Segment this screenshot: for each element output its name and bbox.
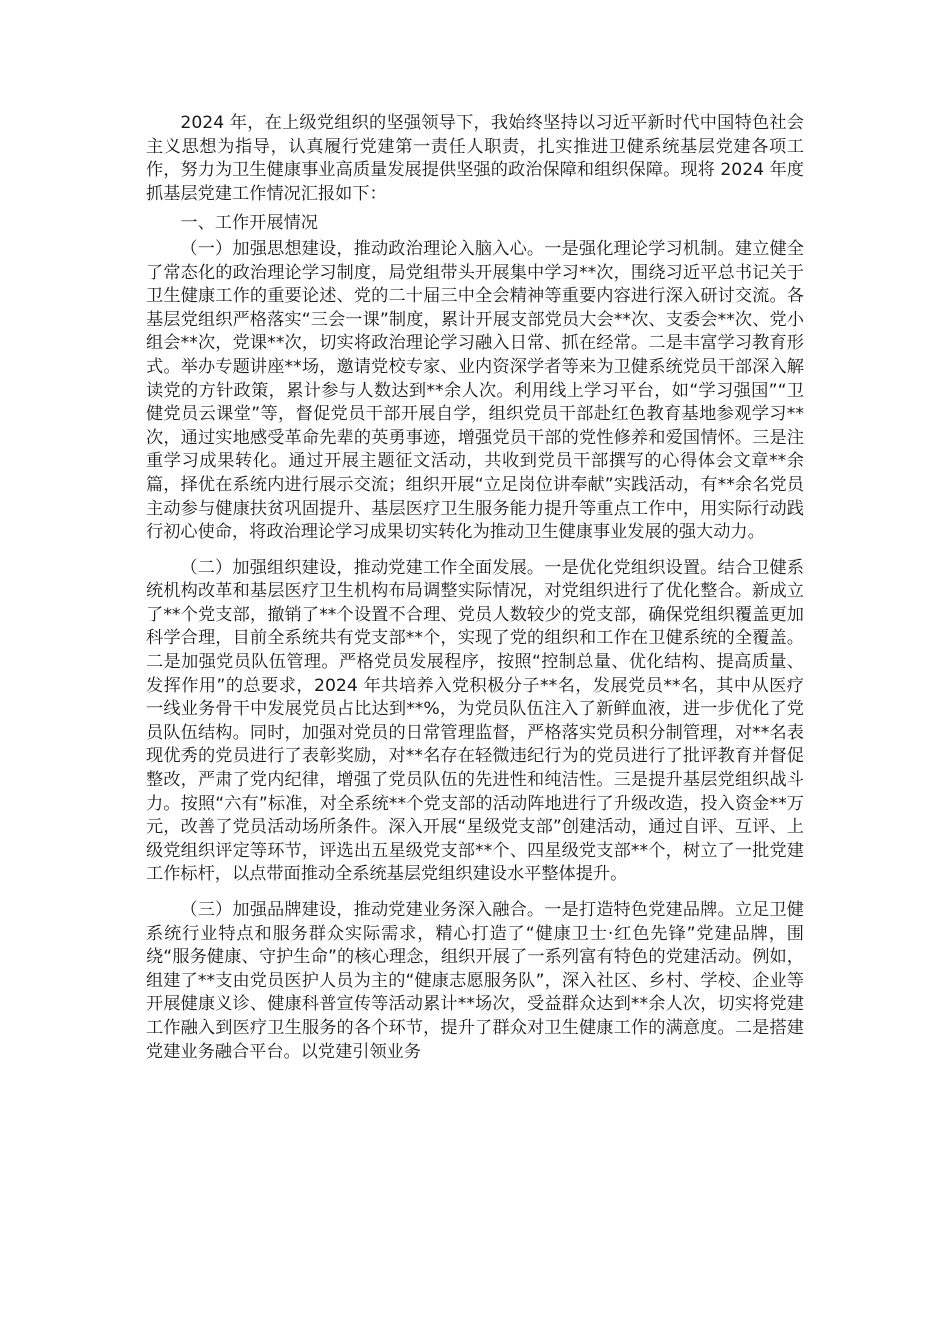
document-body — [146, 112, 804, 1064]
section-heading-work-status: 一、工作开展情况 — [180, 213, 318, 234]
paragraph-organizational-building: （二）加强组织建设，推动党建工作全面发展。一是优化党组织设置。结合卫健系统机构改革和基层医疗卫生机构布局调整实际情况，对党组织进行了优化整合。新成立了**个党支部，撤销了**个设置不合理、党员人数较少的党支部，确保党组织覆盖更加科学合理，目前全系统共有党支部**个，实现了党的组织和工作在卫健系统的全覆盖。二是加强党员队伍管理。严格党员发展程序，按照“控制总量、优化结构、提高质量、发挥作用”的总要求，2024 年共培养入党积极分子**名，发展党员**名，其中从医疗一线业务骨干中发展党员占比达到**%，为党员队伍注入了新鲜血液，进一步优化了党员队伍结构。同时，加强对党员的日常管理监督，严格落实党员积分制管理，对**名表现优秀的党员进行了表彰奖励，对**名存在轻微违纪行为的党员进行了批评教育并督促整改，严肃了党内纪律，增强了党员队伍的先进性和纯洁性。三是提升基层党组织战斗力。按照“六有”标准，对全系统**个党支部的活动阵地进行了升级改造，投入资金**万元，改善了党员活动场所条件。深入开展“星级党支部”创建活动，通过自评、互评、上级党组织评定等环节，评选出五星级党支部**个、四星级党支部**个，树立了一批党建工作标杆，以点带面推动全系统基层党组织建设水平整体提升。 — [146, 557, 804, 885]
paragraph-ideological-building: （一）加强思想建设，推动政治理论入脑入心。一是强化理论学习机制。建立健全了常态化的政治理论学习制度，局党组带头开展集中学习**次，围绕习近平总书记关于卫生健康工作的重要论述、党的二十届三中全会精神等重要内容进行深入研讨交流。各基层党组织严格落实“三会一课”制度，累计开展支部党员大会**次、支委会**次、党小组会**次，党课**次，切实将政治理论学习融入日常、抓在经常。二是丰富学习教育形式。举办专题讲座**场，邀请党校专家、业内资深学者等来为卫健系统党员干部深入解读党的方针政策，累计参与人数达到**余人次。利用线上学习平台，如“学习强国”“卫健党员云课堂”等，督促党员干部开展自学，组织党员干部赴红色教育基地参观学习**次，通过实地感受革命先辈的英勇事迹，增强党员干部的党性修养和爱国情怀。三是注重学习成果转化。通过开展主题征文活动，共收到党员干部撰写的心得体会文章**余篇，择优在系统内进行展示交流；组织开展“立足岗位讲奉献”实践活动，有**余名党员主动参与健康扶贫巩固提升、基层医疗卫生服务能力提升等重点工作中，用实际行动践行初心使命，将政治理论学习成果切实转化为推动卫生健康事业发展的强大动力。 — [146, 238, 804, 543]
intro-paragraph: 2024 年，在上级党组织的坚强领导下，我始终坚持以习近平新时代中国特色社会主义思想为指导，认真履行党建第一责任人职责，扎实推进卫健系统基层党建各项工作，努力为卫生健康事业高质量发展提供坚强的政治保障和组织保障。现将 2024 年度抓基层党建工作情况汇报如下： — [146, 113, 804, 204]
paragraph-brand-building: （三）加强品牌建设，推动党建业务深入融合。一是打造特色党建品牌。立足卫健系统行业特点和服务群众实际需求，精心打造了“健康卫士·红色先锋”党建品牌，围绕“服务健康、守护生命”的核心理念，组织开展了一系列富有特色的党建活动。例如，组建了**支由党员医护人员为主的“健康志愿服务队”，深入社区、乡村、学校、企业等开展健康义诊、健康科普宣传等活动累计**场次，受益群众达到**余人次，切实将党建工作融入到医疗卫生服务的各个环节，提升了群众对卫生健康工作的满意度。二是搭建党建业务融合平台。以党建引领业务 — [146, 900, 804, 1062]
